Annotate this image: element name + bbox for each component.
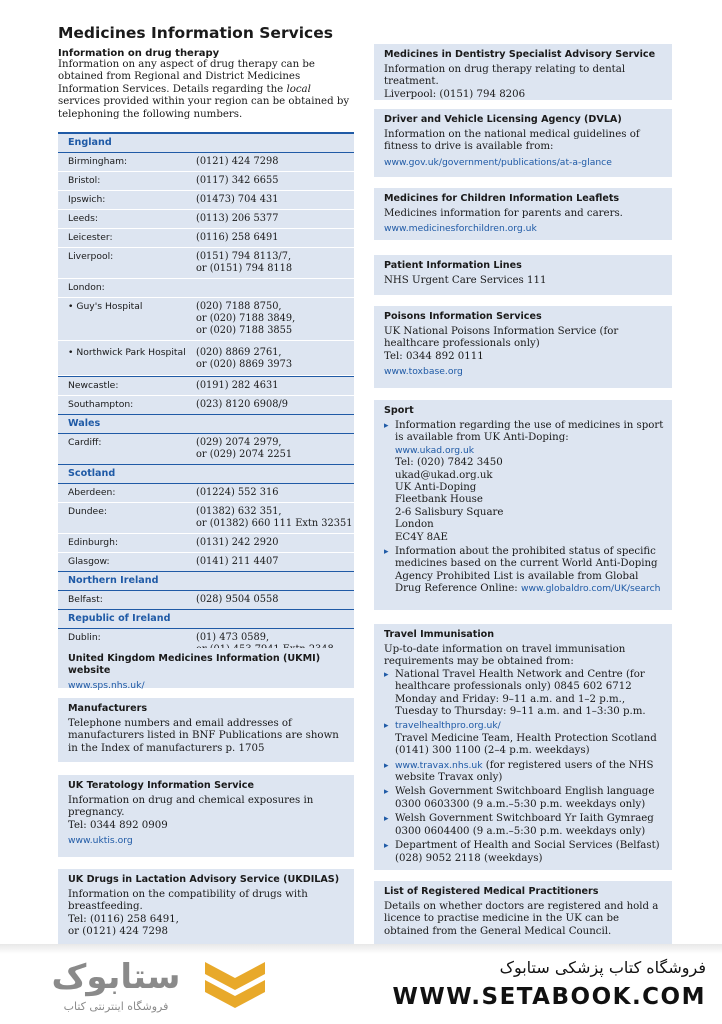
table-row: Newcastle: (0191) 282 4631 bbox=[58, 376, 354, 396]
teratology-link[interactable]: www.uktis.org bbox=[68, 835, 133, 847]
dvla-link[interactable]: www.gov.uk/government/publications/at-a-glance bbox=[384, 156, 612, 168]
poisons-tel: Tel: 0344 892 0111 bbox=[384, 350, 484, 362]
dvla-heading: Driver and Vehicle Licensing Agency (DVLA) bbox=[384, 114, 622, 125]
travax-link[interactable]: www.travax.nhs.uk bbox=[395, 759, 483, 771]
lactation-text: Information on the compatibility of drugs with breastfeeding. bbox=[68, 889, 308, 913]
list-item: ▸ National Travel Health Network and Centre (for healthcare professionals only) 0845 602 6712 Monday and Friday: 9–11 a.m. and 1–2 p.m., Tuesday to Thursday: 9–11 a.m. and 1–3:30 p.m. bbox=[395, 669, 664, 719]
poisons-text: UK National Poisons Information Service (for healthcare professionals only) bbox=[384, 326, 619, 350]
ukmi-heading: United Kingdom Medicines Information (UKMI) website bbox=[68, 653, 321, 676]
dvla-text: Information on the national medical guidelines of fitness to drive is available from: bbox=[384, 129, 640, 153]
travelhealthpro-link[interactable]: travelhealthpro.org.uk/ bbox=[395, 720, 501, 732]
registered-heading: List of Registered Medical Practitioners bbox=[384, 886, 599, 897]
teratology-box bbox=[58, 775, 354, 857]
dentistry-heading: Medicines in Dentistry Specialist Advisory Service bbox=[384, 49, 656, 60]
table-row: • Northwick Park Hospital (020) 8869 2761, or (020) 8869 3973 bbox=[58, 341, 354, 376]
table-row: Aberdeen: (01224) 552 316 bbox=[58, 484, 354, 503]
lactation-heading: UK Drugs in Lactation Advisory Service (UKDILAS) bbox=[68, 874, 340, 885]
region-scotland: Scotland bbox=[58, 465, 354, 484]
table-row: Dundee: (01382) 632 351, or (01382) 660 111 Extn 32351 bbox=[58, 503, 354, 534]
page-title: Medicines Information Services bbox=[58, 24, 333, 42]
poisons-heading: Poisons Information Services bbox=[384, 311, 542, 322]
table-row: Bristol: (0117) 342 6655 bbox=[58, 172, 354, 191]
dentistry-box bbox=[374, 44, 672, 100]
lactation-tel: Tel: (0116) 258 6491, bbox=[68, 913, 179, 925]
children-leaflets-box bbox=[374, 188, 672, 240]
store-footer bbox=[0, 944, 722, 1024]
lactation-box bbox=[58, 869, 354, 947]
table-row: Ipswich: (01473) 704 431 bbox=[58, 191, 354, 210]
patient-heading: Patient Information Lines bbox=[384, 260, 522, 271]
list-item: ▸ Welsh Government Switchboard English language 0300 0603300 (9 a.m.–5:30 p.m. weekdays only) bbox=[395, 786, 664, 811]
list-item: ▸ Department of Health and Social Services (Belfast) (028) 9052 2118 (weekdays) bbox=[395, 840, 664, 865]
logo-chevron-icon bbox=[205, 962, 265, 1008]
store-url[interactable]: WWW.SETABOOK.COM bbox=[392, 984, 706, 1010]
region-wales: Wales bbox=[58, 415, 354, 434]
poisons-box bbox=[374, 306, 672, 388]
table-row: Birmingham: (0121) 424 7298 bbox=[58, 153, 354, 172]
intro-heading: Information on drug therapy bbox=[58, 48, 220, 59]
regional-services-table bbox=[58, 132, 354, 662]
footer-shadow bbox=[0, 944, 722, 954]
list-item: ▸ www.travax.nhs.uk (for registered users of the NHS website Travax only) bbox=[395, 760, 664, 785]
table-row: Belfast: (028) 9504 0558 bbox=[58, 591, 354, 610]
table-row: Leeds: (0113) 206 5377 bbox=[58, 210, 354, 229]
registered-practitioners-box bbox=[374, 881, 672, 947]
table-row: Southampton: (023) 8120 6908/9 bbox=[58, 396, 354, 415]
sport-list bbox=[384, 420, 664, 596]
travel-list bbox=[384, 669, 664, 865]
list-item: ▸ travelhealthpro.org.uk/ Travel Medicine Team, Health Protection Scotland (0141) 300 1100 (2–4 p.m. weekdays) bbox=[395, 720, 664, 757]
travel-text: Up-to-date information on travel immunisation requirements may be obtained from: bbox=[384, 644, 626, 668]
intro-text: Information on any aspect of drug therapy can be obtained from Regional and District Medicines Information Services. Details regarding the local services provided within your region can be obtained by telephoning the following numbers. bbox=[58, 59, 350, 120]
table-row: London: bbox=[58, 279, 354, 298]
manufacturers-text: Telephone numbers and email addresses of manufacturers listed in BNF Publications are shown in the Index of manufacturers p. 1705 bbox=[68, 718, 339, 754]
region-republic-of-ireland: Republic of Ireland bbox=[58, 610, 354, 629]
ukad-link[interactable]: www.ukad.org.uk bbox=[395, 444, 475, 456]
patient-text: NHS Urgent Care Services 111 bbox=[384, 275, 547, 286]
table-row: Liverpool: (0151) 794 8113/7, or (0151) 794 8118 bbox=[58, 248, 354, 279]
globaldro-link[interactable]: www.globaldro.com/UK/search bbox=[520, 583, 661, 595]
list-item: ▸ Information about the prohibited status of specific medicines based on the current World Anti-Doping Agency Prohibited List is available from Global Drug Reference Online: www.globaldro.com/UK/search bbox=[395, 546, 664, 596]
teratology-tel: Tel: 0344 892 0909 bbox=[68, 819, 168, 831]
intro-section bbox=[58, 48, 354, 121]
table-row: Dublin: (01) 473 0589, bbox=[58, 629, 354, 662]
manufacturers-box bbox=[58, 698, 354, 762]
region-england: England bbox=[58, 134, 354, 153]
children-link[interactable]: www.medicinesforchildren.org.uk bbox=[384, 223, 537, 235]
manufacturers-heading: Manufacturers bbox=[68, 703, 148, 714]
table-row: Edinburgh: (0131) 242 2920 bbox=[58, 534, 354, 553]
travel-immunisation-box bbox=[374, 624, 672, 870]
patient-lines-box bbox=[374, 255, 672, 295]
store-name: فروشگاه کتاب پزشکی ستابوک bbox=[499, 958, 706, 977]
children-heading: Medicines for Children Information Leaflets bbox=[384, 193, 620, 204]
table-row: • Guy's Hospital (020) 7188 8750, or (020) 7188 3849, or (020) 7188 3855 bbox=[58, 298, 354, 341]
list-item: ▸ Welsh Government Switchboard Yr Iaith Gymraeg 0300 0604400 (9 a.m.–5:30 p.m. weekdays only) bbox=[395, 813, 664, 838]
sport-box bbox=[374, 400, 672, 610]
ukmi-link[interactable]: www.sps.nhs.uk/ bbox=[68, 680, 145, 691]
table-row: Cardiff: (029) 2074 2979, or (029) 2074 2251 bbox=[58, 434, 354, 465]
dentistry-tel: Liverpool: (0151) 794 8206 bbox=[384, 88, 526, 100]
children-text: Medicines information for parents and carers. bbox=[384, 208, 623, 219]
dvla-box bbox=[374, 109, 672, 177]
dentistry-text: Information on drug therapy relating to dental treatment. bbox=[384, 64, 626, 88]
registered-text: Details on whether doctors are registered and hold a licence to practise medicine in the UK can be obtained from the General Medical Council. bbox=[384, 901, 659, 937]
logo-subtitle: فروشگاه اینترنتی کتاب bbox=[63, 1000, 169, 1013]
poisons-link[interactable]: www.toxbase.org bbox=[384, 366, 463, 378]
list-item: ▸ Information regarding the use of medicines in sport is available from UK Anti-Doping: www.ukad.org.uk Tel: (020) 7842 3450 ukad@ukad.org.uk UK Anti-Doping Fleetbank House 2-6 Salisbury Square London EC4Y 8AE bbox=[395, 420, 664, 544]
region-northern-ireland: Northern Ireland bbox=[58, 572, 354, 591]
teratology-heading: UK Teratology Information Service bbox=[68, 780, 254, 791]
lactation-tel-alt: or (0121) 424 7298 bbox=[68, 926, 168, 938]
travel-heading: Travel Immunisation bbox=[384, 629, 495, 640]
ukmi-box bbox=[58, 648, 354, 691]
logo-text: ستابوک bbox=[51, 957, 181, 997]
table-row: Glasgow: (0141) 211 4407 bbox=[58, 553, 354, 572]
table-row: Leicester: (0116) 258 6491 bbox=[58, 229, 354, 248]
teratology-text: Information on drug and chemical exposures in pregnancy. bbox=[68, 795, 314, 819]
sport-heading: Sport bbox=[384, 405, 414, 416]
